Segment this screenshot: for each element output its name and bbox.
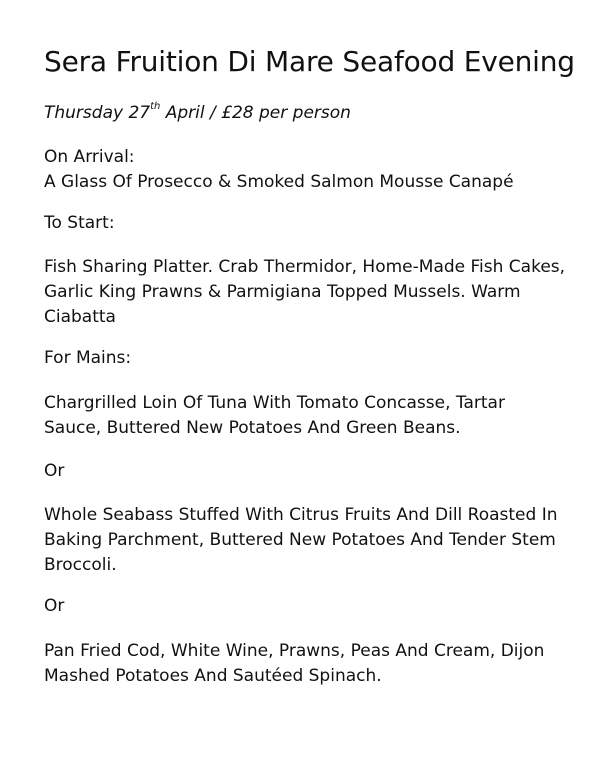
main-course-line: Broccoli. bbox=[44, 555, 117, 575]
main-course-2 bbox=[44, 503, 574, 578]
main-course-line: Baking Parchment, Buttered New Potatoes And Tender Stem bbox=[44, 530, 556, 550]
main-course-line: Mashed Potatoes And Sautéed Spinach. bbox=[44, 666, 382, 686]
event-day: Thursday 27 bbox=[44, 103, 151, 123]
arrival-heading: On Arrival: bbox=[44, 147, 135, 167]
main-course-1 bbox=[44, 391, 574, 441]
start-section bbox=[44, 255, 574, 330]
main-course-line: Chargrilled Loin Of Tuna With Tomato Concasse, Tartar bbox=[44, 393, 505, 413]
main-course-3 bbox=[44, 639, 574, 689]
start-line: Garlic King Prawns & Parmigiana Topped Mussels. Warm bbox=[44, 282, 521, 302]
event-date-price bbox=[44, 101, 351, 125]
main-course-line: Sauce, Buttered New Potatoes And Green Beans. bbox=[44, 418, 461, 438]
or-separator: Or bbox=[44, 596, 65, 616]
arrival-section bbox=[44, 145, 574, 195]
main-course-line: Whole Seabass Stuffed With Citrus Fruits And Dill Roasted In bbox=[44, 505, 558, 525]
arrival-text: A Glass Of Prosecco & Smoked Salmon Mousse Canapé bbox=[44, 172, 514, 192]
page-title: Sera Fruition Di Mare Seafood Evening bbox=[44, 45, 575, 78]
mains-heading: For Mains: bbox=[44, 348, 132, 368]
date-ordinal: th bbox=[150, 101, 161, 113]
main-course-line: Pan Fried Cod, White Wine, Prawns, Peas And Cream, Dijon bbox=[44, 641, 545, 661]
event-price: April / £28 per person bbox=[160, 103, 351, 123]
or-separator: Or bbox=[44, 461, 65, 481]
start-line: Fish Sharing Platter. Crab Thermidor, Home-Made Fish Cakes, bbox=[44, 257, 566, 277]
start-line: Ciabatta bbox=[44, 307, 116, 327]
start-heading: To Start: bbox=[44, 213, 115, 233]
